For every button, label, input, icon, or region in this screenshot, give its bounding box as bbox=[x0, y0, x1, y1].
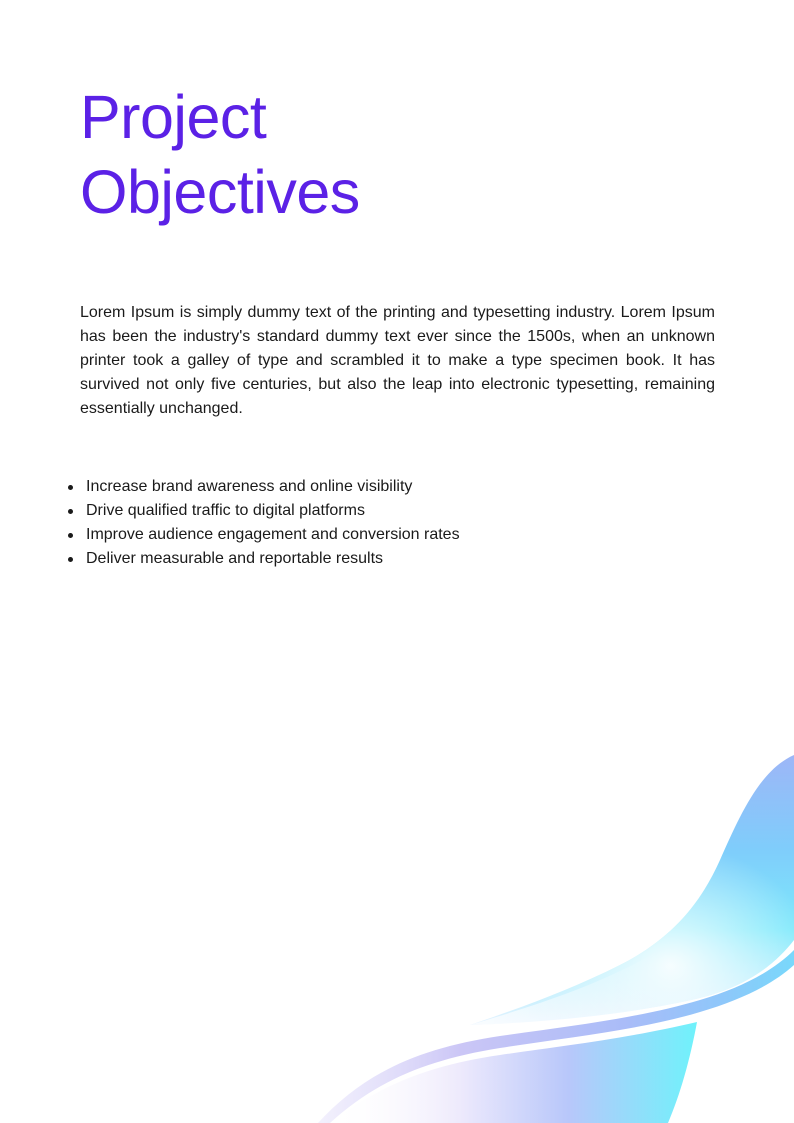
list-item bbox=[65, 523, 460, 547]
list-item bbox=[65, 475, 460, 499]
bullet-icon bbox=[68, 557, 73, 562]
objective-text: Improve audience engagement and conversion rates bbox=[86, 526, 460, 543]
bullet-icon bbox=[68, 533, 73, 538]
bullet-icon bbox=[68, 485, 73, 490]
bullet-icon bbox=[68, 509, 73, 514]
intro-paragraph: Lorem Ipsum is simply dummy text of the printing and typesetting industry. Lorem Ipsum has been the industry's standard dummy text ever since the 1500s, when an unknown printer took a galley of type and scrambled it to make a type specimen book. It has survived not only five centuries, but also the leap into electronic typesetting, remaining essentially unchanged. bbox=[80, 304, 715, 417]
objective-text: Deliver measurable and reportable results bbox=[86, 550, 384, 567]
page-title bbox=[80, 80, 360, 230]
title-line-2: Objectives bbox=[80, 158, 360, 226]
title-line-1: Project bbox=[80, 83, 267, 151]
objectives-list bbox=[65, 475, 460, 571]
list-item bbox=[65, 547, 460, 571]
objective-text: Increase brand awareness and online visibility bbox=[86, 478, 413, 495]
list-item bbox=[65, 499, 460, 523]
objective-text: Drive qualified traffic to digital platforms bbox=[86, 502, 365, 519]
